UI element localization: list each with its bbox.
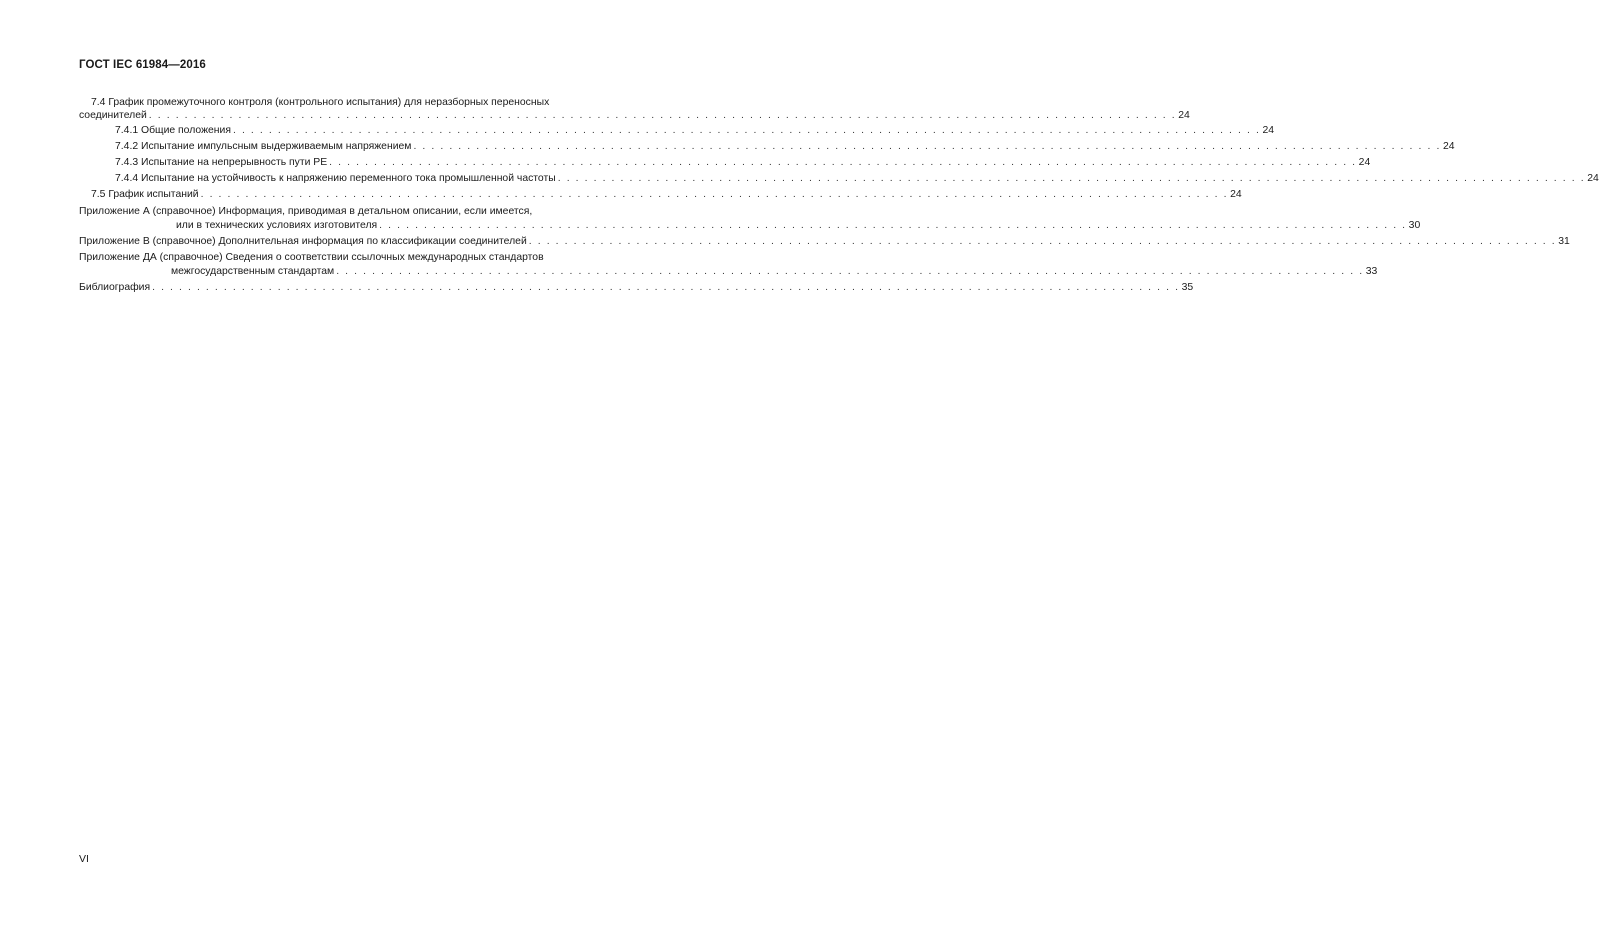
toc-entry-7-4[interactable] (79, 109, 1190, 122)
dot-leader: . . . . . . . . . . . . . . . . . . . . . . . . . . . . . . . . . . . . . . . . . . . . . . . . . . . . . . . . . . . . . . . . . . . . . . . . . . . . . . . . . . . . . . . . . . . . . . . . . . . . . . . . . . . . . . . . . . . (329, 157, 1357, 168)
toc-entry-appendix-b[interactable] (79, 235, 1570, 248)
toc-entry-title: межгосударственным стандартам (171, 266, 335, 277)
dot-leader: . . . . . . . . . . . . . . . . . . . . . . . . . . . . . . . . . . . . . . . . . . . . . . . . . . . . . . . . . . . . . . . . . . . . . . . . . . . . . . . . . . . . . . . . . . . . . . . . . . . . . . . . . . . . . . . . . . . (413, 141, 1441, 152)
toc-entry-title: 7.4.4 Испытание на устойчивость к напряжению переменного тока промышленной частоты (115, 173, 556, 184)
toc-entry-title: 7.4.1 Общие положения (115, 125, 231, 136)
toc-entry-7-4-4[interactable] (115, 172, 1599, 185)
toc-entry-page: 33 (1365, 266, 1378, 277)
toc-entry-page: 24 (1262, 125, 1275, 136)
toc-entry-appendix-da-line1[interactable]: Приложение ДА (справочное) Сведения о соответствии ссылочных международных стандартов (79, 252, 544, 263)
page-number: VI (79, 853, 89, 865)
toc-entry-title: Библиография (79, 282, 151, 293)
dot-leader: . . . . . . . . . . . . . . . . . . . . . . . . . . . . . . . . . . . . . . . . . . . . . . . . . . . . . . . . . . . . . . . . . . . . . . . . . . . . . . . . . . . . . . . . . . . . . . . . . . . . . . . . . . . . . . . . . . . (528, 236, 1557, 247)
toc-entry-page: 24 (1358, 157, 1371, 168)
toc-entry-bibliography[interactable] (79, 281, 1194, 294)
document-header: ГОСТ IEC 61984—2016 (79, 59, 206, 71)
toc-entry-7-4-line1[interactable]: 7.4 График промежуточного контроля (контрольного испытания) для неразборных переносных (91, 97, 550, 108)
toc-entry-page: 24 (1442, 141, 1455, 152)
toc-entry-title: 7.4.3 Испытание на непрерывность пути РЕ (115, 157, 328, 168)
toc-entry-page: 24 (1178, 110, 1190, 121)
toc-entry-7-4-2[interactable] (115, 140, 1455, 153)
toc-entry-title: Приложение В (справочное) Дополнительная информация по классификации соединителей (79, 236, 527, 247)
toc-entry-title: 7.4.2 Испытание импульсным выдерживаемым напряжением (115, 141, 412, 152)
toc-entry-title: или в технических условиях изготовителя (176, 220, 378, 231)
toc-entry-appendix-da[interactable] (171, 265, 1378, 278)
dot-leader: . . . . . . . . . . . . . . . . . . . . . . . . . . . . . . . . . . . . . . . . . . . . . . . . . . . . . . . . . . . . . . . . . . . . . . . . . . . . . . . . . . . . . . . . . . . . . . . . . . . . . . . . . . . . . . . . . . . (232, 125, 1261, 136)
dot-leader: . . . . . . . . . . . . . . . . . . . . . . . . . . . . . . . . . . . . . . . . . . . . . . . . . . . . . . . . . . . . . . . . . . . . . . . . . . . . . . . . . . . . . . . . . . . . . . . . . . . . . . . . . . . . . . . . . . . (336, 266, 1364, 277)
toc-entry-page: 30 (1408, 220, 1421, 231)
dot-leader: . . . . . . . . . . . . . . . . . . . . . . . . . . . . . . . . . . . . . . . . . . . . . . . . . . . . . . . . . . . . . . . . . . . . . . . . . . . . . . . . . . . . . . . . . . . . . . . . . . . . . . . . . . . . . . . . . . . (379, 220, 1407, 231)
toc-entry-7-4-1[interactable] (115, 124, 1275, 137)
dot-leader: . . . . . . . . . . . . . . . . . . . . . . . . . . . . . . . . . . . . . . . . . . . . . . . . . . . . . . . . . . . . . . . . . . . . . . . . . . . . . . . . . . . . . . . . . . . . . . . . . . . . . . . . . . . . . . . . . . . (557, 173, 1586, 184)
toc-entry-page: 24 (1230, 189, 1242, 200)
toc-entry-appendix-a[interactable] (176, 219, 1421, 232)
toc-entry-page: 35 (1181, 282, 1194, 293)
toc-entry-appendix-a-line1[interactable]: Приложение А (справочное) Информация, приводимая в детальном описании, если имеется, (79, 206, 533, 217)
toc-entry-title: соединителей (79, 110, 147, 121)
dot-leader: . . . . . . . . . . . . . . . . . . . . . . . . . . . . . . . . . . . . . . . . . . . . . . . . . . . . . . . . . . . . . . . . . . . . . . . . . . . . . . . . . . . . . . . . . . . . . . . . . . . . . . . . . . . . . . . . . . . (148, 110, 1177, 121)
dot-leader: . . . . . . . . . . . . . . . . . . . . . . . . . . . . . . . . . . . . . . . . . . . . . . . . . . . . . . . . . . . . . . . . . . . . . . . . . . . . . . . . . . . . . . . . . . . . . . . . . . . . . . . . . . . . . . . . . . . (152, 282, 1180, 293)
toc-entry-page: 24 (1587, 173, 1599, 184)
toc-entry-title: 7.5 График испытаний (91, 189, 199, 200)
toc-entry-7-4-3[interactable] (115, 156, 1371, 169)
dot-leader: . . . . . . . . . . . . . . . . . . . . . . . . . . . . . . . . . . . . . . . . . . . . . . . . . . . . . . . . . . . . . . . . . . . . . . . . . . . . . . . . . . . . . . . . . . . . . . . . . . . . . . . . . . . . . . . . . . . (200, 189, 1229, 200)
toc-entry-7-5[interactable] (91, 188, 1242, 201)
toc-entry-page: 31 (1558, 236, 1570, 247)
